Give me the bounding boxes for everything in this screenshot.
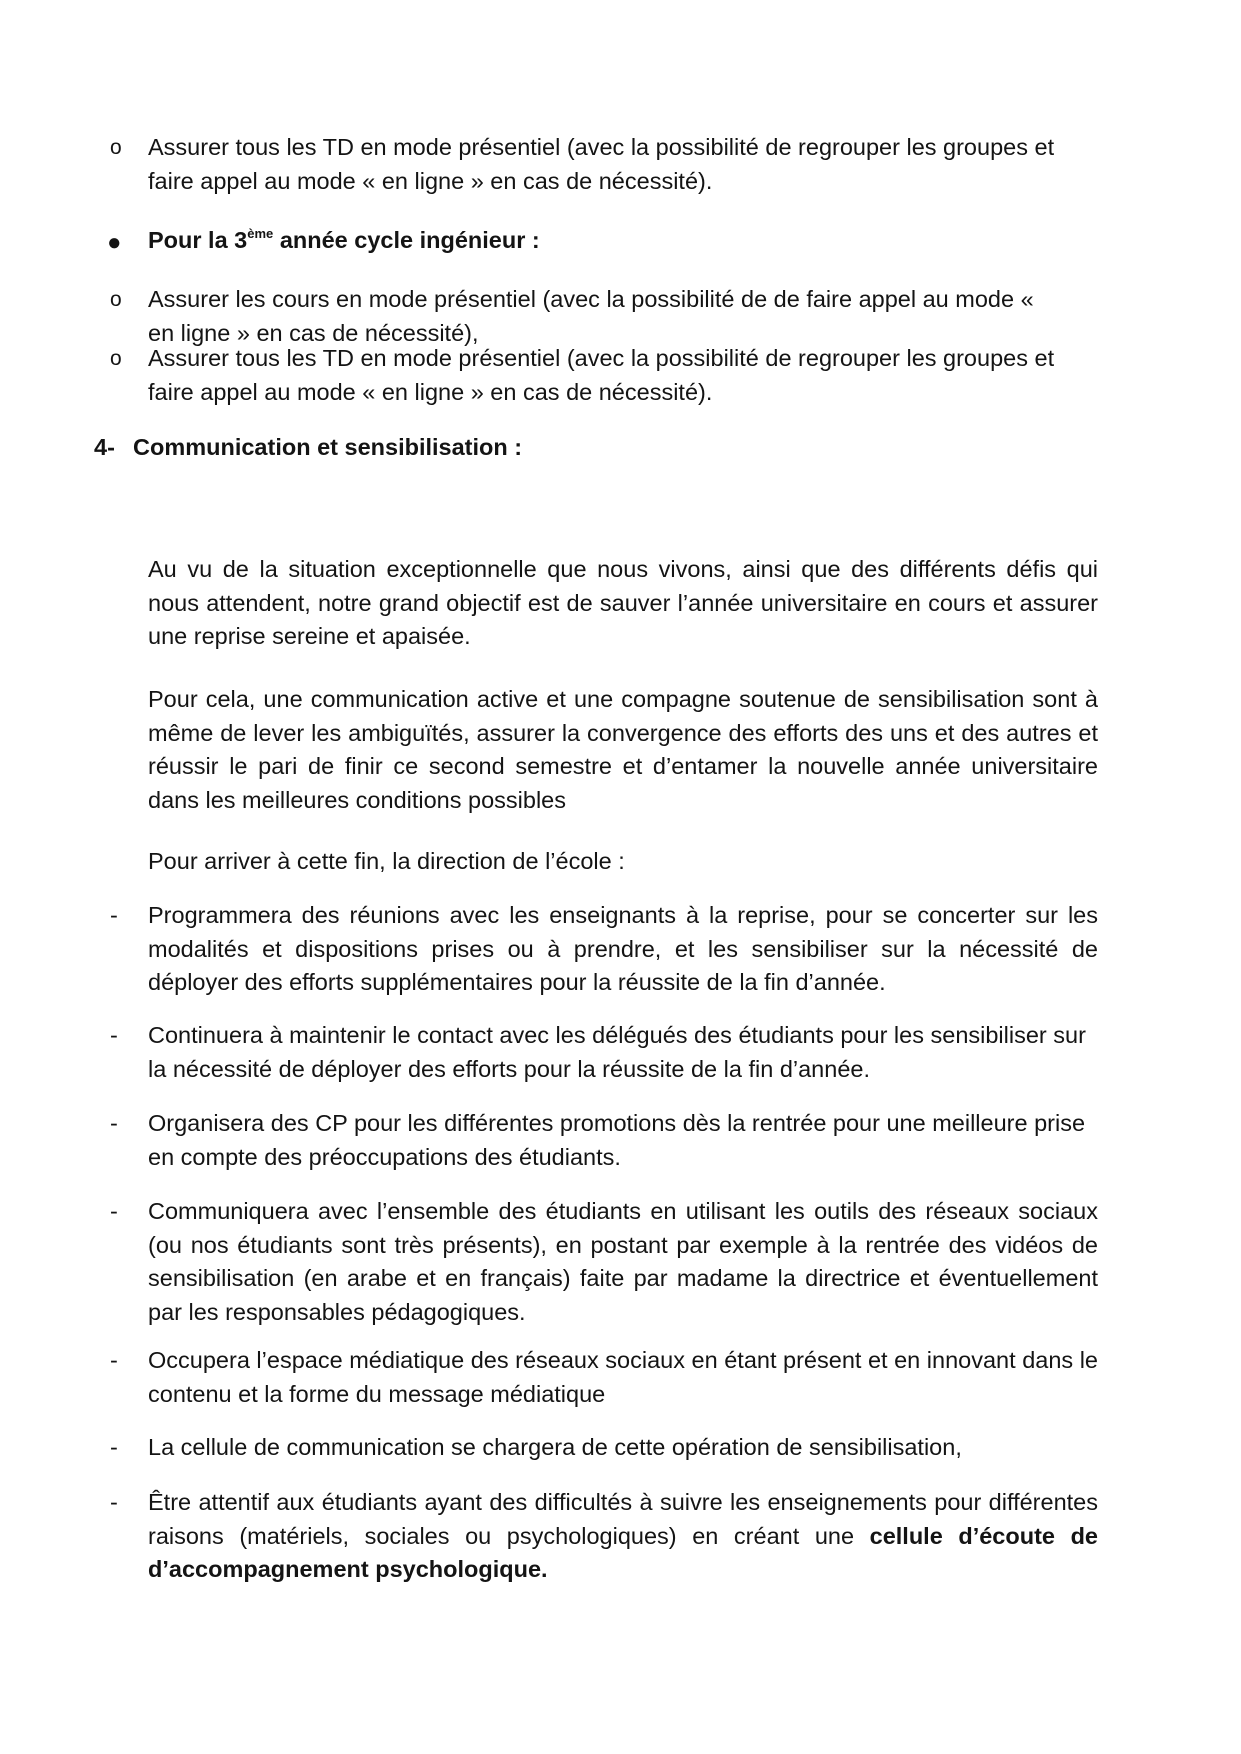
heading-superscript: ème — [247, 226, 274, 241]
paragraph-text: Au vu de la situation exceptionnelle que nous vivons, ainsi que des différents défis qui nous attendent, notre grand objectif est de sauver l’année universitaire en cours et assurer une reprise sereine et apaisée. — [148, 556, 1098, 649]
list-item-text: Communiquera avec l’ensemble des étudiants en utilisant les outils des réseaux sociaux (ou nos étudiants sont très présents), en postant par exemple à la rentrée des vidéos de sensibilisation (en arabe et en français) faite par madame la directrice et éventuellement par les responsables pédagogiques. — [148, 1198, 1098, 1325]
paragraph — [148, 683, 1098, 817]
list-item-text: Assurer tous les TD en mode présentiel (avec la possibilité de regrouper les groupes et faire appel au mode « en ligne » en cas de nécessité). — [148, 134, 1055, 194]
list-item-text: La cellule de communication se chargera de cette opération de sensibilisation, — [148, 1434, 962, 1460]
list-item-bold-text: cellule d’écoute de d’accompagnement psychologique. — [148, 1522, 1098, 1582]
subsection-heading-text — [148, 224, 540, 258]
circle-bullet-icon: o — [110, 347, 122, 370]
paragraph-text: Pour cela, une communication active et une compagne soutenue de sensibilisation sont à même de lever les ambiguïtés, assurer la convergence des efforts des uns et des autres et réussir le pari de finir ce second semestre et d’entamer la nouvelle année universitaire dans les meilleures conditions possibles — [148, 686, 1098, 813]
list-item-text: Continuera à maintenir le contact avec les délégués des étudiants pour les sensibiliser sur la nécessité de déployer des efforts pour la réussite de la fin d’année. — [148, 1022, 1086, 1082]
circle-bullet-icon: o — [110, 288, 122, 311]
dash-bullet-icon: - — [110, 902, 118, 928]
intro-text: Pour arriver à cette fin, la direction de l’école : — [148, 848, 625, 874]
list-item-text: Assurer les cours en mode présentiel (avec la possibilité de de faire appel au mode « en ligne » en cas de nécessité), — [148, 286, 1034, 346]
dash-bullet-icon: - — [110, 1434, 118, 1460]
dash-bullet-icon: - — [110, 1110, 118, 1136]
heading-prefix: Pour la 3 — [148, 227, 248, 253]
heading-suffix: année cycle ingénieur : — [273, 227, 540, 253]
list-item-plain-text: Être attentif aux étudiants ayant des difficultés à suivre les enseignements pour différentes raisons (matériels, sociales ou psychologiques) en créant une — [148, 1489, 1098, 1549]
dash-bullet-icon: - — [110, 1489, 118, 1515]
section-number: 4- — [94, 434, 115, 460]
list-item-text: Organisera des CP pour les différentes promotions dès la rentrée pour une meilleure prise en compte des préoccupations des étudiants. — [148, 1110, 1086, 1170]
bullet-icon: ● — [107, 229, 122, 256]
section-title: Communication et sensibilisation : — [133, 434, 523, 460]
list-item-text — [148, 1486, 1098, 1587]
list-item-text: Programmera des réunions avec les enseignants à la reprise, pour se concerter sur les modalités et dispositions prises ou à prendre, et les sensibiliser sur la nécessité de déployer des efforts supplémentaires pour la réussite de la fin d’année. — [148, 902, 1098, 995]
list-item-text: Assurer tous les TD en mode présentiel (avec la possibilité de regrouper les groupes et faire appel au mode « en ligne » en cas de nécessité). — [148, 345, 1055, 405]
dash-bullet-icon: - — [110, 1347, 118, 1373]
circle-bullet-icon: o — [110, 136, 122, 159]
dash-bullet-icon: - — [110, 1022, 118, 1048]
list-item-text: Occupera l’espace médiatique des réseaux sociaux en étant présent et en innovant dans le contenu et la forme du message médiatique — [148, 1347, 1098, 1407]
dash-bullet-icon: - — [110, 1198, 118, 1224]
paragraph — [148, 553, 1098, 654]
